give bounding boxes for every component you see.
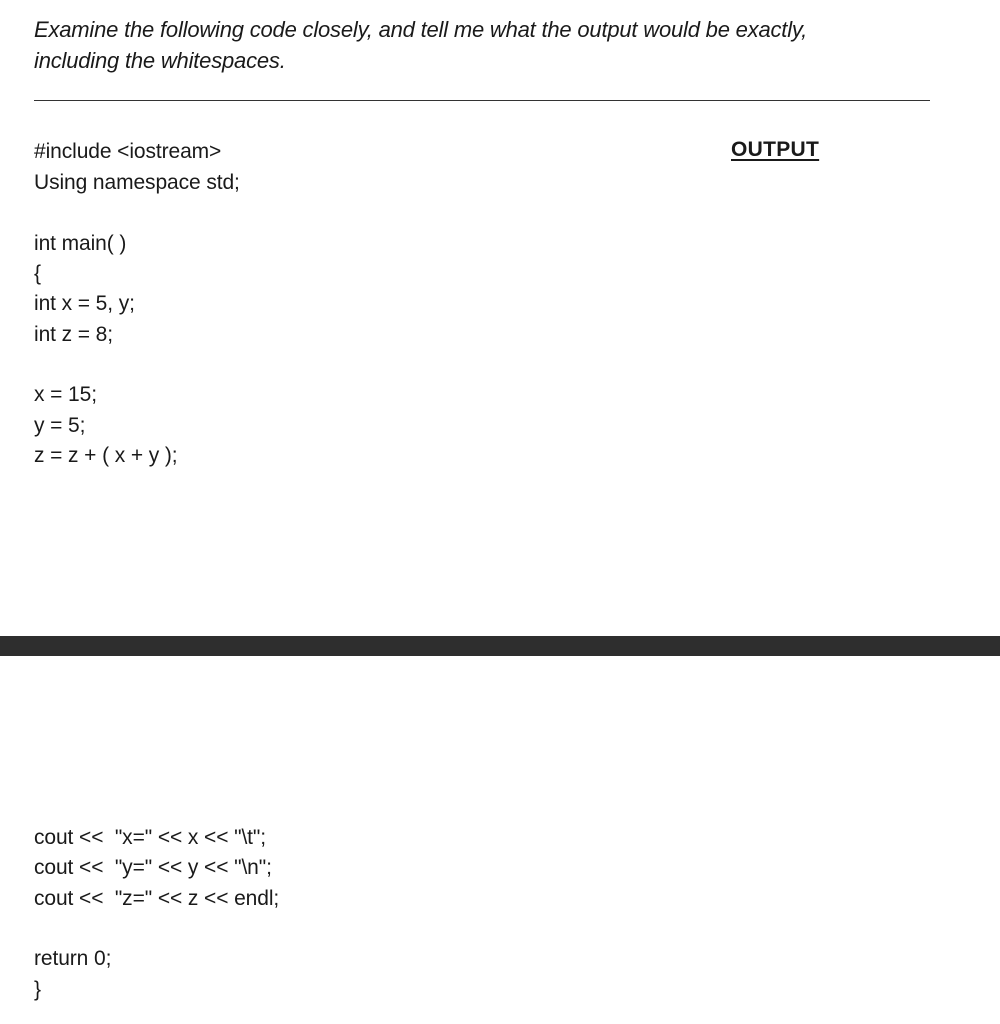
code-assign-y: y = 5;	[34, 414, 86, 437]
code-main-signature: int main( )	[34, 232, 127, 255]
instructions-line-2: including the whitespaces.	[34, 48, 286, 73]
code-close-brace: }	[34, 978, 41, 1001]
code-cout-z: cout << "z=" << z << endl;	[34, 887, 280, 910]
code-open-brace: {	[34, 262, 41, 285]
instructions	[34, 14, 934, 76]
output-heading: OUTPUT	[731, 138, 820, 161]
code-cout-y: cout << "y=" << y << "\n";	[34, 856, 272, 879]
horizontal-rule	[34, 100, 930, 101]
code-declare-xy: int x = 5, y;	[34, 292, 135, 315]
code-cout-x: cout << "x=" << x << "\t";	[34, 826, 267, 849]
page-separator	[0, 636, 1000, 656]
code-assign-z: z = z + ( x + y );	[34, 444, 178, 467]
code-namespace: Using namespace std;	[34, 171, 240, 194]
code-return: return 0;	[34, 947, 112, 970]
code-include: #include <iostream>	[34, 140, 222, 163]
code-assign-x: x = 15;	[34, 383, 97, 406]
instructions-line-1: Examine the following code closely, and tell me what the output would be exactly,	[34, 17, 807, 42]
code-declare-z: int z = 8;	[34, 323, 113, 346]
